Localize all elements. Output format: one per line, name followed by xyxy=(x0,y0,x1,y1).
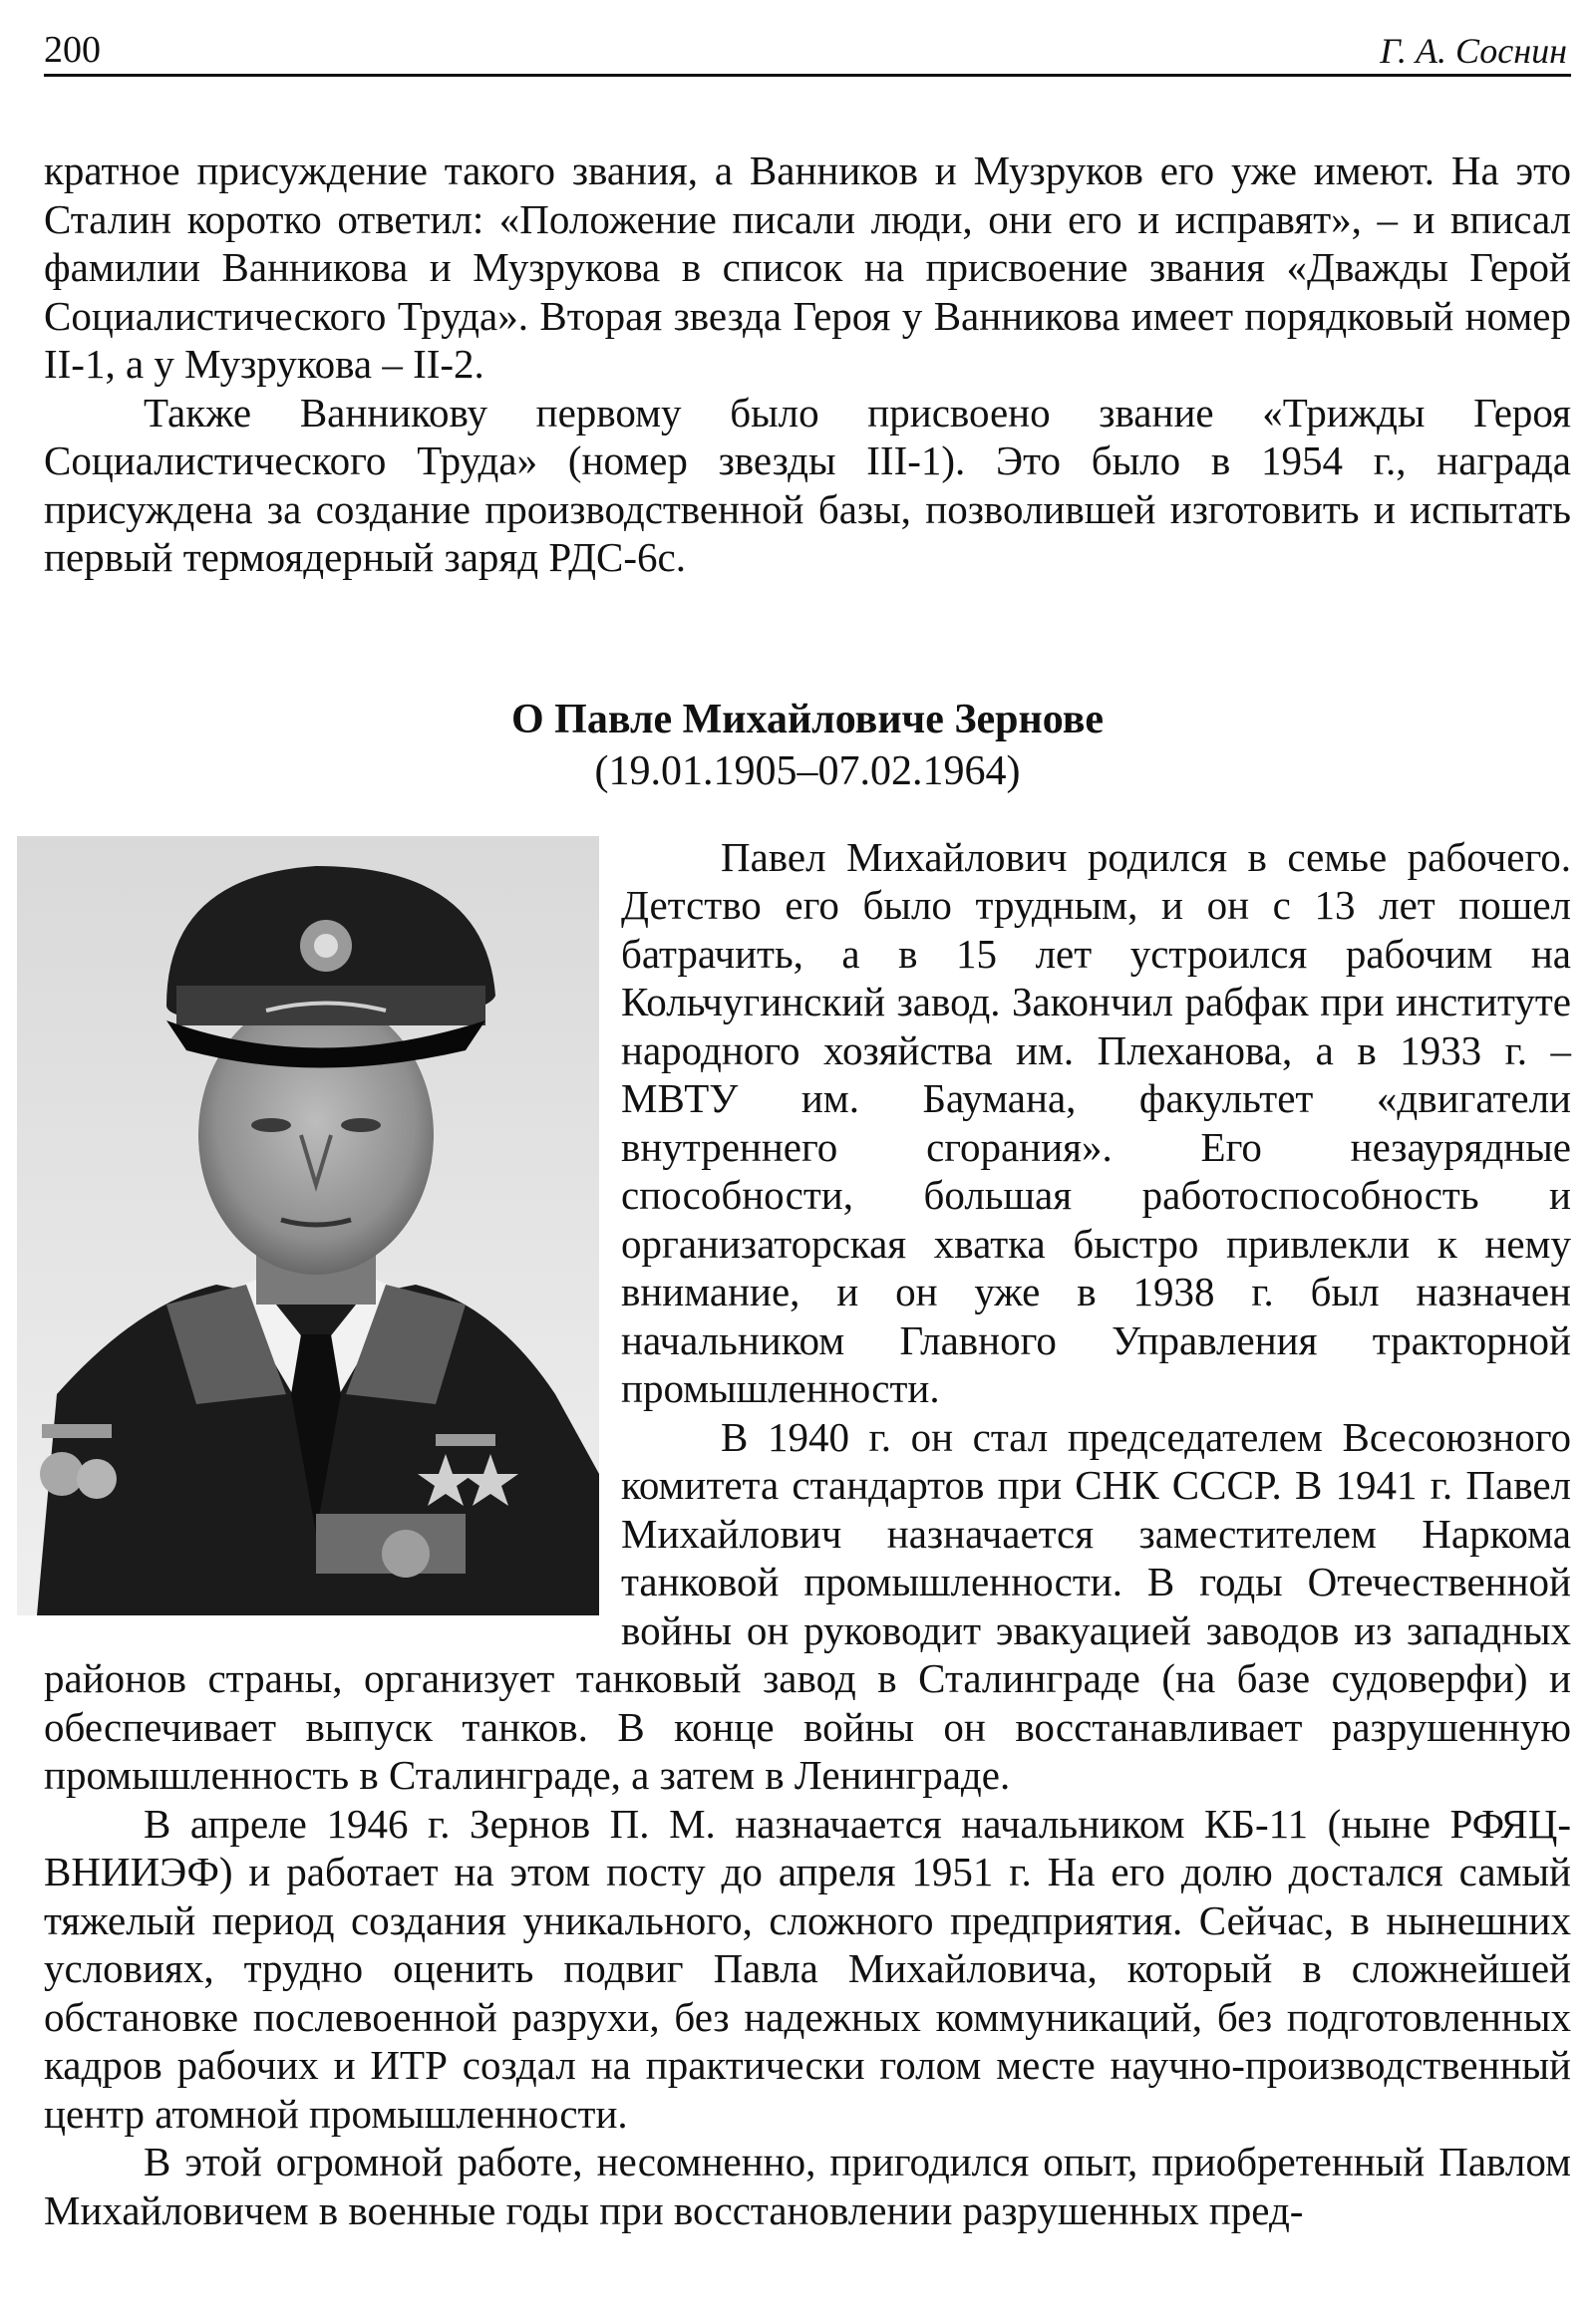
paragraph: В этой огромной работе, несомненно, пригодился опыт, приобретенный Павлом Михайловичем в военные годы при восстановлении разрушенных пред- xyxy=(44,2139,1571,2233)
section-title: О Павле Михайловиче Зернове xyxy=(510,696,1105,742)
paragraph: Павел Михайлович родился в семье рабочего. Детство его было трудным, и он с 13 лет пошел батрачить, а в 15 лет устроился рабочим на Кольчугинский завод. Закончил рабфак при институте народного хозяйства им. Плеханова, а в 1933 г. – МВТУ им. Баумана, факультет «двигатели внутреннего сгорания». Его незаурядные способности, большая работоспособность и организаторская хватка быстро привлекли к нему внимание, и он уже в 1938 г. был назначен начальником Главного Управления тракторной промышленности. xyxy=(621,833,1571,1411)
section-dates: (19.01.1905–07.02.1964) xyxy=(594,747,1021,794)
page-header xyxy=(44,18,1571,77)
biography-text xyxy=(44,833,1571,2235)
paragraph: Также Ванникову первому было присвоено звание «Трижды Героя Социалистического Труда» (номер звезды III-1). Это было в 1954 г., награда присуждена за создание производственной базы, позволившей изготовить и испытать первый термоядерный заряд РДС-6с. xyxy=(44,389,1571,580)
paragraph: кратное присуждение такого звания, а Ванников и Музруков его уже имеют. На это Сталин коротко ответил: «Положение писали люди, они его и исправят», – и вписал фамилии Ванникова и Музрукова в список на присвоение звания «Дважды Герой Социалистического Труда». Вторая звезда Героя у Ванникова имеет порядковый номер II-1, а у Музрукова – II-2. xyxy=(44,147,1571,387)
portrait-photo-icon xyxy=(17,836,599,1615)
portrait-photo xyxy=(17,836,599,1615)
intro-text xyxy=(44,146,1571,582)
document-page xyxy=(44,18,1571,2234)
page-number: 200 xyxy=(44,29,101,71)
running-author: Г. А. Соснин xyxy=(1380,31,1567,71)
paragraph: В апреле 1946 г. Зернов П. М. назначается начальником КБ-11 (ныне РФЯЦ-ВНИИЭФ) и работает на этом посту до апреля 1951 г. На его долю достался самый тяжелый период создания уникального, сложного предприятия. Сейчас, в нынешних условиях, трудно оценить подвиг Павла Михайловича, который в сложнейшей обстановке послевоенной разрухи, без надежных коммуникаций, без подготовленных кадров рабочих и ИТР создал на практически голом месте научно-производственный центр атомной промышленности. xyxy=(44,1800,1571,2137)
section-heading xyxy=(44,694,1571,797)
paragraph: В 1940 г. он стал председателем Всесоюзного комитета стандартов при СНК СССР. В 1941 г. Павел Михайлович назначается заместителем Наркома танковой промышленности. В годы Отечественной войны он руководит эвакуацией заводов из западных районов страны, организует танковый завод в Сталинграде (на базе судоверфи) и обеспечивает выпуск танков. В конце войны он восстанавливает разрушенную промышленность в Сталинграде, а затем в Ленинграде. xyxy=(44,1413,1571,1798)
